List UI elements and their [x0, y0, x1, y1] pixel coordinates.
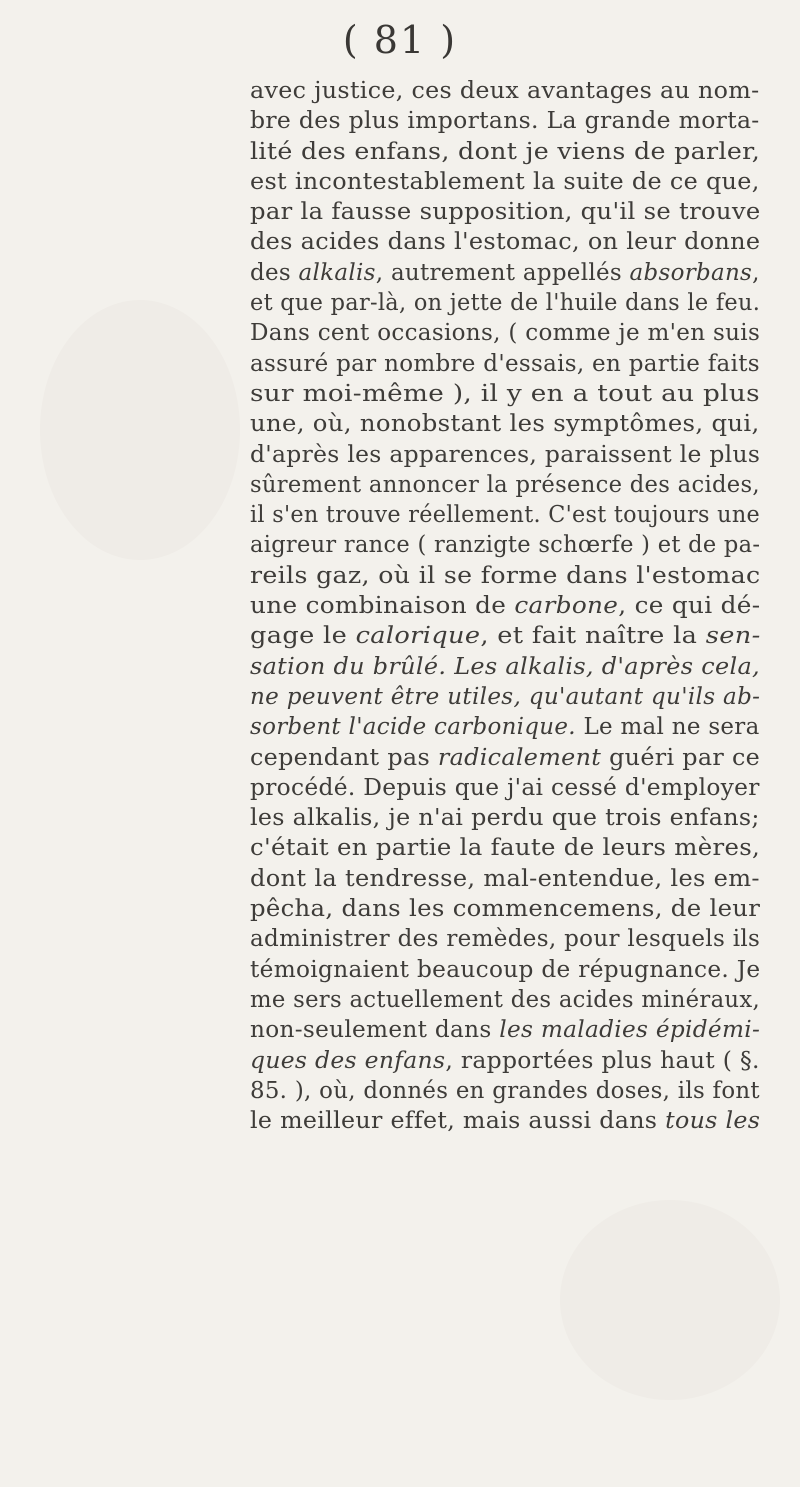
text-line — [250, 349, 760, 379]
text-line — [250, 682, 761, 712]
text-segment: , et fait naître la — [480, 623, 706, 650]
text-segment: gage le — [250, 623, 356, 650]
text-line — [250, 76, 767, 106]
text-line — [250, 894, 779, 924]
text-line — [250, 258, 760, 288]
text-segment: Le mal ne sera — [575, 714, 760, 741]
text-segment: non-seulement dans — [250, 1017, 500, 1044]
text-segment: les alkalis, je n'ai perdu que trois enfans; — [250, 805, 760, 832]
text-segment: assuré par nombre d'essais, en partie faits — [250, 350, 760, 377]
text-line — [250, 743, 769, 773]
text-line — [250, 409, 779, 439]
italic-text: sorbent l'acide carbonique. — [250, 714, 576, 741]
paper-stain — [560, 1200, 780, 1400]
text-line — [250, 500, 761, 530]
text-segment: , — [752, 259, 760, 286]
text-segment: aigreur rance ( ranzigte schœrfe ) et de pa- — [250, 532, 761, 559]
text-line — [250, 1046, 760, 1076]
text-segment: et que par-là, on jette de l'huile dans le feu. — [250, 290, 761, 317]
italic-text: les maladies épidémi- — [499, 1017, 761, 1044]
text-line — [250, 561, 799, 591]
text-segment: une combinaison de — [250, 593, 515, 620]
italic-text: absorbans — [629, 259, 753, 286]
text-line — [250, 106, 761, 136]
italic-text: tous les — [665, 1108, 761, 1135]
italic-text: sation du brûlé. Les alkalis, d'après cela, — [250, 653, 760, 680]
text-line — [250, 803, 767, 833]
italic-text: alkalis — [298, 259, 376, 286]
text-segment: sur moi-même ), il y en a tout au plus — [250, 380, 760, 407]
text-line — [250, 1076, 760, 1106]
text-segment: le meilleur effet, mais aussi dans — [250, 1108, 666, 1135]
text-segment: avec justice, ces deux avantages au nom- — [250, 78, 760, 104]
text-line — [250, 530, 761, 560]
text-segment: par la fausse supposition, qu'il se trouve — [250, 199, 761, 226]
text-line — [250, 288, 761, 318]
text-segment: c'était en partie la faute de leurs mères, — [250, 835, 761, 862]
italic-text: carbone — [514, 593, 619, 620]
page-number: ( 81 ) — [342, 18, 458, 62]
text-line — [250, 955, 761, 985]
text-line — [250, 985, 760, 1015]
paper-stain — [40, 300, 240, 560]
italic-text: ne peuvent être utiles, qu'autant qu'ils ab- — [250, 683, 761, 710]
text-line — [250, 712, 760, 742]
text-line — [250, 167, 770, 197]
italic-text: ques des enfans — [250, 1047, 446, 1074]
text-segment: reils gaz, où il se forme dans l'estomac — [250, 562, 761, 589]
text-segment: dont la tendresse, mal-entendue, les em- — [250, 865, 760, 892]
text-segment: me sers actuellement des acides minéraux, — [250, 986, 760, 1013]
text-line — [250, 1015, 761, 1045]
text-line — [250, 924, 761, 954]
text-segment: est incontestablement la suite de ce que, — [250, 168, 760, 195]
text-segment: , autrement appellés — [375, 259, 630, 286]
text-segment: , rapportées plus haut ( §. — [445, 1047, 760, 1074]
text-segment: pêcha, dans les commencemens, de leur — [250, 896, 761, 923]
text-line — [250, 652, 771, 682]
text-segment: lité des enfans, dont je viens de parler, — [250, 138, 761, 165]
text-line — [250, 1106, 766, 1136]
italic-text: radicalement — [437, 744, 602, 771]
text-segment: procédé. Depuis que j'ai cessé d'employer — [250, 774, 760, 801]
text-segment: bre des plus importans. La grande morta- — [250, 108, 760, 135]
text-segment: des acides dans l'estomac, on leur donne — [250, 229, 761, 256]
text-segment: sûrement annoncer la présence des acides, — [250, 471, 760, 498]
text-line — [250, 227, 771, 257]
text-line — [250, 591, 787, 621]
text-line — [250, 864, 774, 894]
text-segment: , ce qui dé- — [618, 593, 761, 620]
text-line — [250, 773, 760, 803]
text-line — [250, 379, 800, 409]
text-segment: d'après les apparences, paraissent le plus — [250, 441, 761, 468]
text-segment: 85. ), où, donnés en grandes doses, ils font — [250, 1077, 760, 1104]
text-segment: il s'en trouve réellement. C'est toujours une — [250, 502, 761, 529]
text-line — [250, 440, 759, 470]
italic-text: sen- — [705, 623, 761, 650]
text-line — [250, 621, 800, 651]
body-text — [250, 76, 761, 1136]
text-segment: une, où, nonobstant les symptômes, qui, — [250, 411, 760, 438]
text-segment: Dans cent occasions, ( comme je m'en suis — [250, 320, 761, 347]
text-line — [250, 197, 777, 227]
text-line — [250, 137, 800, 167]
text-segment: des — [250, 259, 299, 286]
text-segment: guéri par ce — [601, 744, 761, 771]
italic-text: calorique — [355, 623, 481, 650]
text-segment: administrer des remèdes, pour lesquels ils — [250, 926, 761, 953]
text-segment: témoignaient beaucoup de répugnance. Je — [250, 956, 761, 983]
text-line — [250, 833, 780, 863]
text-segment: cependant pas — [250, 744, 438, 771]
text-line — [250, 318, 761, 348]
text-line — [250, 470, 760, 500]
